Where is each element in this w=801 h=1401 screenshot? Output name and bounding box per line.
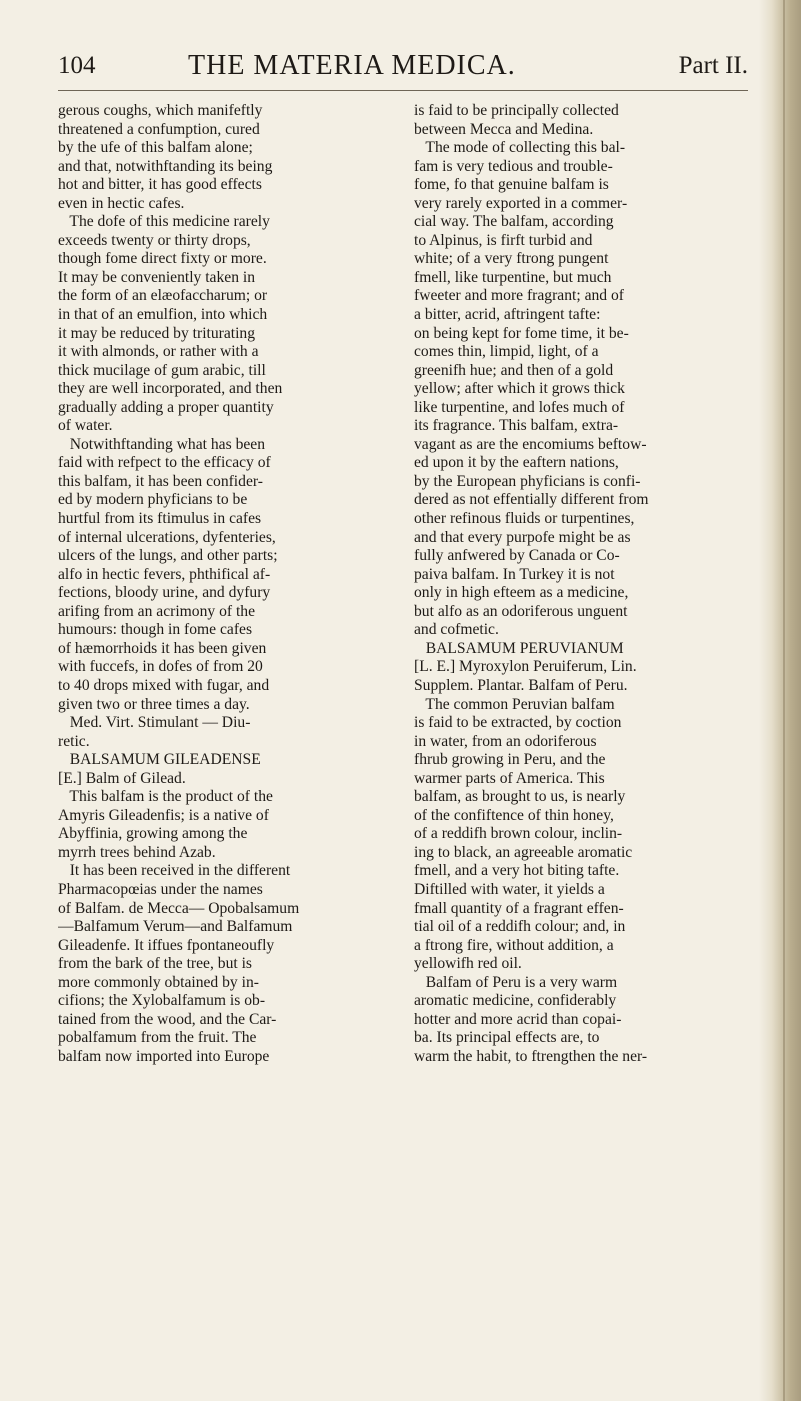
text-line: It may be conveniently taken in [58, 268, 256, 286]
text-line: other refinous fluids or turpentines, [414, 510, 635, 528]
text-line: to 40 drops mixed with fugar, and [58, 676, 270, 694]
text-line: Amyris Gileadenfis; is a native of [58, 806, 269, 824]
text-line: by the European phyficians is confi- [414, 472, 641, 490]
text-line: in water, from an odoriferous [414, 732, 597, 750]
text-line: fections, bloody urine, and dyfury [58, 584, 271, 602]
text-line: retic. [58, 732, 90, 750]
text-line: warm the habit, to ftrengthen the ner- [414, 1047, 648, 1065]
text-line: ing to black, an agreeable aromatic [414, 843, 633, 861]
header-rule [58, 90, 748, 91]
text-line: Notwithftanding what has been [58, 435, 266, 453]
text-line: fmall quantity of a fragrant effen- [414, 899, 624, 917]
text-line: [E.] Balm of Gilead. [58, 769, 186, 787]
text-line: fhrub growing in Peru, and the [414, 751, 606, 769]
text-line: with fuccefs, in dofes of from 20 [58, 658, 263, 676]
text-line: aromatic medicine, confiderably [414, 992, 617, 1010]
text-line: The common Peruvian balfam [414, 695, 615, 713]
text-line: tained from the wood, and the Car- [58, 1010, 277, 1028]
text-line: given two or three times a day. [58, 695, 250, 713]
text-line: thick mucilage of gum arabic, till [58, 361, 266, 379]
text-line: hotter and more acrid than copai- [414, 1010, 622, 1028]
text-line: even in hectic cafes. [58, 194, 185, 212]
text-line: on being kept for fome time, it be- [414, 324, 629, 342]
text-line: vagant as are the encomiums beftow- [414, 435, 647, 453]
text-line: The mode of collecting this bal- [414, 139, 626, 157]
text-line: This balfam is the product of the [58, 788, 273, 806]
text-line: this balfam, it has been confider- [58, 472, 263, 490]
text-line: warmer parts of America. This [414, 769, 605, 787]
part-label: Part II. [678, 52, 748, 79]
text-line: from the bark of the tree, but is [58, 955, 252, 973]
text-line: and that every purpofe might be as [414, 528, 631, 546]
text-line: and that, notwithftanding its being [58, 157, 273, 175]
text-line: comes thin, limpid, light, of a [414, 343, 599, 361]
text-line: yellow; after which it grows thick [414, 380, 625, 398]
text-line: humours: though in fome cafes [58, 621, 253, 639]
text-line: only in high efteem as a medicine, [414, 584, 629, 602]
text-line: hot and bitter, it has good effects [58, 176, 262, 194]
text-line: Med. Virt. Stimulant — Diu- [58, 714, 251, 732]
text-line: it may be reduced by triturating [58, 324, 256, 342]
text-line: yellowifh red oil. [414, 955, 522, 973]
text-line: of internal ulcerations, dyfenteries, [58, 528, 276, 546]
text-line: cial way. The balfam, according [414, 213, 614, 231]
text-line: fweeter and more fragrant; and of [414, 287, 624, 305]
text-line: and cofmetic. [414, 621, 499, 639]
text-line: of Balfam. de Mecca— Opobalsamum [58, 899, 300, 917]
text-line: threatened a confumption, cured [58, 120, 260, 138]
text-line: dered as not effentially different from [414, 491, 649, 509]
text-line: balfam, as brought to us, is nearly [414, 788, 626, 806]
text-line: very rarely exported in a commer- [414, 194, 628, 212]
text-line: a ftrong fire, without addition, a [414, 936, 614, 954]
text-line: Balfam of Peru is a very warm [414, 973, 618, 991]
text-line: white; of a very ftrong pungent [414, 250, 609, 268]
text-line: in that of an emulfion, into which [58, 306, 268, 324]
text-line: fully anfwered by Canada or Co- [414, 547, 620, 565]
text-line: The dofe of this medicine rarely [58, 213, 270, 231]
right-column [414, 102, 750, 1066]
text-line: Pharmacopœias under the names [58, 880, 263, 898]
text-line: though fome direct fixty or more. [58, 250, 267, 268]
text-line: more commonly obtained by in- [58, 973, 259, 991]
text-line: [L. E.] Myroxylon Peruiferum, Lin. [414, 658, 637, 676]
text-line: exceeds twenty or thirty drops, [58, 231, 251, 249]
text-line: Diftilled with water, it yields a [414, 880, 605, 898]
text-line: of water. [58, 417, 113, 435]
text-line: ulcers of the lungs, and other parts; [58, 547, 278, 565]
page-header [58, 50, 748, 86]
text-line: is faid to be extracted, by coction [414, 714, 622, 732]
text-line: like turpentine, and lofes much of [414, 398, 625, 416]
text-line: to Alpinus, is firft turbid and [414, 231, 593, 249]
text-line: Gileadenfe. It iffues fpontaneoufly [58, 936, 275, 954]
text-line: tial oil of a reddifh colour; and, in [414, 918, 626, 936]
text-line: faid with refpect to the efficacy of [58, 454, 271, 472]
text-line: fmell, and a very hot biting tafte. [414, 862, 620, 880]
text-line: its fragrance. This balfam, extra- [414, 417, 619, 435]
text-line: arifing from an acrimony of the [58, 602, 256, 620]
text-line: a bitter, acrid, aftringent tafte: [414, 306, 601, 324]
text-line: gerous coughs, which manifeftly [58, 102, 263, 119]
text-line: the form of an elæofaccharum; or [58, 287, 268, 305]
text-line: hurtful from its ftimulus in cafes [58, 510, 262, 528]
text-line: they are well incorporated, and then [58, 380, 283, 398]
text-line: fome, fo that genuine balfam is [414, 176, 609, 194]
text-line: fmell, like turpentine, but much [414, 268, 612, 286]
text-line: BALSAMUM GILEADENSE [58, 751, 261, 769]
text-line: myrrh trees behind Azab. [58, 843, 216, 861]
text-line: it with almonds, or rather with a [58, 343, 259, 361]
text-line: balfam now imported into Europe [58, 1047, 270, 1065]
text-line: gradually adding a proper quantity [58, 398, 274, 416]
text-line: BALSAMUM PERUVIANUM [414, 639, 624, 657]
text-line: paiva balfam. In Turkey it is not [414, 565, 615, 583]
running-title: THE MATERIA MEDICA. [188, 50, 516, 81]
text-line: It has been received in the different [58, 862, 291, 880]
binding-line [783, 0, 785, 1401]
text-line: of hæmorrhoids it has been given [58, 639, 267, 657]
text-line: alfo in hectic fevers, phthifical af- [58, 565, 271, 583]
left-column [58, 102, 394, 1066]
text-line: of the confiftence of thin honey, [414, 806, 614, 824]
text-line: of a reddifh brown colour, inclin- [414, 825, 623, 843]
text-line: cifions; the Xylobalfamum is ob- [58, 992, 266, 1010]
text-line: Supplem. Plantar. Balfam of Peru. [414, 676, 628, 694]
text-line: fam is very tedious and trouble- [414, 157, 613, 175]
text-line: ed by modern phyficians to be [58, 491, 248, 509]
text-line: between Mecca and Medina. [414, 120, 594, 138]
text-line: ed upon it by the eaftern nations, [414, 454, 619, 472]
page-edge-shadow [759, 0, 801, 1401]
page-number: 104 [58, 52, 96, 79]
text-line: by the ufe of this balfam alone; [58, 139, 253, 157]
text-line: greenifh hue; and then of a gold [414, 361, 614, 379]
text-line: is faid to be principally collected [414, 102, 619, 119]
text-line: pobalfamum from the fruit. The [58, 1029, 257, 1047]
text-line: Abyffinia, growing among the [58, 825, 248, 843]
text-line: but alfo as an odoriferous unguent [414, 602, 628, 620]
text-line: ba. Its principal effects are, to [414, 1029, 600, 1047]
text-line: —Balfamum Verum—and Balfamum [58, 918, 293, 936]
